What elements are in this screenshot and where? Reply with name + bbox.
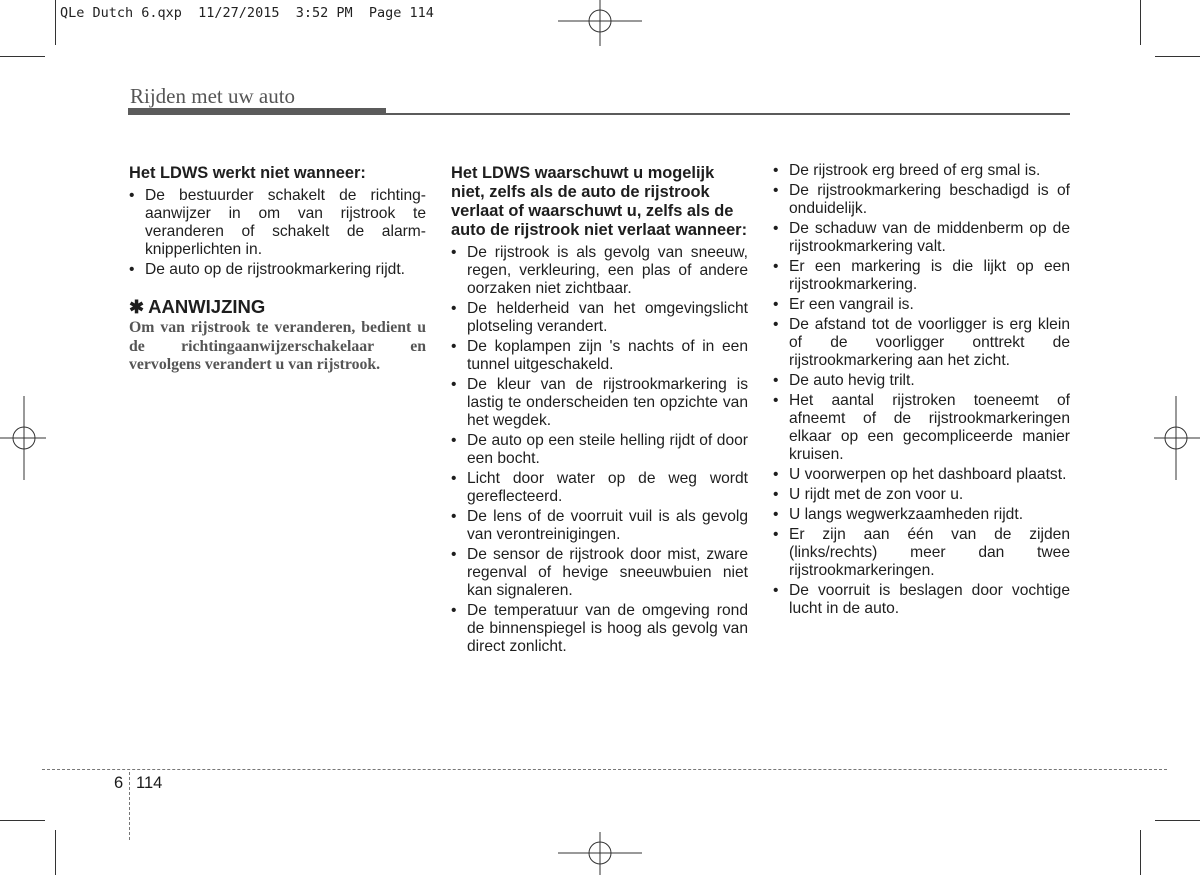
chapter-number: 6 xyxy=(114,774,124,792)
section-title: Rijden met uw auto xyxy=(130,84,296,108)
column-2 xyxy=(451,164,748,658)
list-item: • De schaduw van de middenberm op de rijstrookmarkering valt. xyxy=(773,220,1070,256)
note-heading-label: AANWIJZING xyxy=(148,296,266,317)
list-item: • De afstand tot de voorligger is erg klein of de voorligger onttrekt de rijstrookmarkering aan het zicht. xyxy=(773,316,1070,370)
registration-mark-icon xyxy=(558,0,642,46)
title-rule xyxy=(128,108,386,115)
list-item: • De bestuurder schakelt de richting-aanwijzer in om van rijstrook te veranderen of schakelt de alarm-knipperlichten in. xyxy=(129,187,426,259)
list-item: • De helderheid van het omgevingslicht plotseling verandert. xyxy=(451,300,748,336)
print-slug: QLe Dutch 6.qxp 11/27/2015 3:52 PM Page 114 xyxy=(60,5,434,21)
crop-mark xyxy=(1140,0,1141,45)
title-rule xyxy=(386,113,1070,115)
list-item: • De kleur van de rijstrookmarkering is lastig te onderscheiden ten opzichte van het wegdek. xyxy=(451,376,748,430)
footer-divider xyxy=(129,772,130,840)
crop-mark xyxy=(1155,56,1200,57)
column-1-heading: Het LDWS werkt niet wanneer: xyxy=(129,164,366,182)
registration-mark-icon xyxy=(1154,396,1200,480)
list-item: • U rijdt met de zon voor u. xyxy=(773,486,1070,504)
list-item: • Er een vangrail is. xyxy=(773,296,1070,314)
list-item: • De lens of de voorruit vuil is als gevolg van verontreinigingen. xyxy=(451,508,748,544)
crop-mark xyxy=(55,0,56,45)
crop-mark xyxy=(0,56,45,57)
list-item: • Er zijn aan één van de zijden (links/rechts) meer dan twee rijstrookmarkeringen. xyxy=(773,526,1070,580)
column-3-list xyxy=(773,162,1070,618)
registration-mark-icon xyxy=(0,396,46,480)
list-item: • Het aantal rijstroken toeneemt of afneemt of de rijstrookmarkeringen elkaar op een gecompliceerde manier kruisen. xyxy=(773,392,1070,464)
column-2-heading: Het LDWS waarschuwt u mogelijk niet, zelfs als de auto de rijstrook verlaat of waarschuwt u, zelfs als de auto de rijstrook niet verlaat wanneer: xyxy=(451,164,748,239)
list-item: • De auto hevig trilt. xyxy=(773,372,1070,390)
note-body: Om van rijstrook te veranderen, bedient u de richtingaanwijzerschakelaar en vervolgens verandert u van rijstrook. xyxy=(129,319,426,373)
list-item: • Licht door water op de weg wordt gereflecteerd. xyxy=(451,470,748,506)
crop-mark xyxy=(55,830,56,875)
crop-mark xyxy=(1155,820,1200,821)
list-item: • De rijstrook erg breed of erg smal is. xyxy=(773,162,1070,180)
page-number: 114 xyxy=(136,774,163,792)
column-1-list xyxy=(129,187,426,279)
registration-mark-icon xyxy=(558,832,642,875)
list-item: • U langs wegwerkzaamheden rijdt. xyxy=(773,506,1070,524)
list-item: • De voorruit is beslagen door vochtige lucht in de auto. xyxy=(773,582,1070,618)
footer-rule xyxy=(42,769,1167,770)
crop-mark xyxy=(1140,830,1141,875)
list-item: • De auto op de rijstrookmarkering rijdt. xyxy=(129,261,426,279)
note-heading xyxy=(129,298,426,316)
crop-mark xyxy=(0,820,45,821)
list-item: • De temperatuur van de omgeving rond de binnenspiegel is hoog als gevolg van direct zonlicht. xyxy=(451,602,748,656)
asterisk-icon: ✱ xyxy=(129,297,145,317)
list-item: • Er een markering is die lijkt op een rijstrookmarkering. xyxy=(773,258,1070,294)
list-item: • De rijstrook is als gevolg van sneeuw, regen, verkleuring, een plas of andere oorzaken niet zichtbaar. xyxy=(451,244,748,298)
list-item: • De rijstrookmarkering beschadigd is of onduidelijk. xyxy=(773,182,1070,218)
column-3 xyxy=(773,162,1070,620)
list-item: • De sensor de rijstrook door mist, zware regenval of hevige sneeuwbuien niet kan signaleren. xyxy=(451,546,748,600)
list-item: • U voorwerpen op het dashboard plaatst. xyxy=(773,466,1070,484)
list-item: • De auto op een steile helling rijdt of door een bocht. xyxy=(451,432,748,468)
list-item: • De koplampen zijn 's nachts of in een tunnel uitgeschakeld. xyxy=(451,338,748,374)
column-1 xyxy=(129,164,426,375)
column-2-list xyxy=(451,244,748,656)
